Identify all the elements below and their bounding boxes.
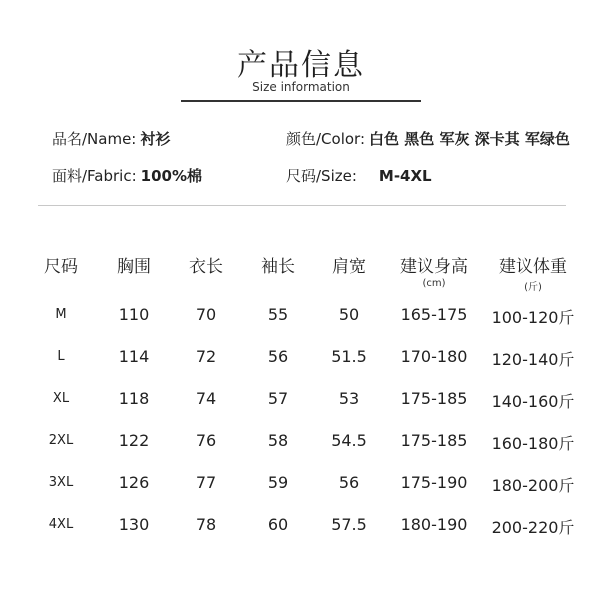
table-cell: 57.5 — [331, 515, 367, 534]
table-row-size: L — [57, 349, 65, 364]
table-header-cell: 建议身高 — [400, 257, 468, 277]
info-size-value: M-4XL — [378, 167, 432, 185]
table-cell: 120-140斤 — [491, 350, 575, 369]
table-row-size: 2XL — [48, 433, 74, 448]
table-cell: 77 — [195, 473, 217, 492]
table-row-size: 3XL — [48, 475, 74, 490]
table-cell: 53 — [338, 389, 360, 408]
table-cell: 180-200斤 — [491, 476, 575, 495]
table-cell: 56 — [267, 347, 289, 366]
table-cell: 60 — [267, 515, 289, 534]
table-cell: 175-185 — [400, 389, 468, 408]
table-cell: 100-120斤 — [491, 308, 575, 327]
info-size-label: 尺码/Size: — [286, 167, 357, 185]
table-header-cell: 建议体重 — [499, 257, 567, 277]
table-cell: 74 — [195, 389, 217, 408]
page-title: 产品信息 — [237, 48, 365, 83]
table-header-cell: 尺码 — [44, 257, 78, 277]
table-cell: 51.5 — [331, 347, 367, 366]
table-cell: 57 — [267, 389, 289, 408]
table-cell: 160-180斤 — [491, 434, 575, 453]
table-cell: 165-175 — [400, 305, 468, 324]
table-cell: 170-180 — [400, 347, 468, 366]
table-cell: 56 — [338, 473, 360, 492]
table-cell: 122 — [118, 431, 150, 450]
table-cell: 72 — [195, 347, 217, 366]
info-color-value: 白色 黑色 军灰 深卡其 军绿色 — [369, 130, 570, 148]
table-header-cell: 胸围 — [117, 257, 151, 277]
info-fabric-value: 100%棉 — [140, 167, 202, 185]
table-header-cell: 袖长 — [261, 257, 295, 277]
page-subtitle: Size information — [252, 80, 350, 94]
table-cell: 114 — [118, 347, 150, 366]
table-cell: 50 — [338, 305, 360, 324]
table-header-cell: 肩宽 — [332, 257, 366, 277]
table-cell: 200-220斤 — [491, 518, 575, 537]
table-header-unit: (cm) — [422, 278, 446, 289]
table-cell: 54.5 — [331, 431, 367, 450]
table-cell: 140-160斤 — [491, 392, 575, 411]
table-cell: 180-190 — [400, 515, 468, 534]
table-cell: 118 — [118, 389, 150, 408]
table-cell: 58 — [267, 431, 289, 450]
table-header-unit: (斤) — [524, 282, 542, 293]
table-row-size: M — [55, 307, 67, 322]
info-fabric-label: 面料/Fabric: — [52, 167, 137, 185]
table-cell: 78 — [195, 515, 217, 534]
table-cell: 126 — [118, 473, 150, 492]
table-row-size: XL — [52, 391, 70, 406]
table-cell: 175-190 — [400, 473, 468, 492]
table-cell: 76 — [195, 431, 217, 450]
table-cell: 175-185 — [400, 431, 468, 450]
table-cell: 70 — [195, 305, 217, 324]
table-cell: 59 — [267, 473, 289, 492]
table-header-cell: 衣长 — [189, 257, 223, 277]
info-name-value: 衬衫 — [140, 130, 171, 148]
table-row-size: 4XL — [48, 517, 74, 532]
info-name-label: 品名/Name: — [52, 130, 137, 148]
table-cell: 130 — [118, 515, 150, 534]
table-cell: 55 — [267, 305, 289, 324]
info-color-label: 颜色/Color: — [286, 130, 366, 148]
table-cell: 110 — [118, 305, 150, 324]
